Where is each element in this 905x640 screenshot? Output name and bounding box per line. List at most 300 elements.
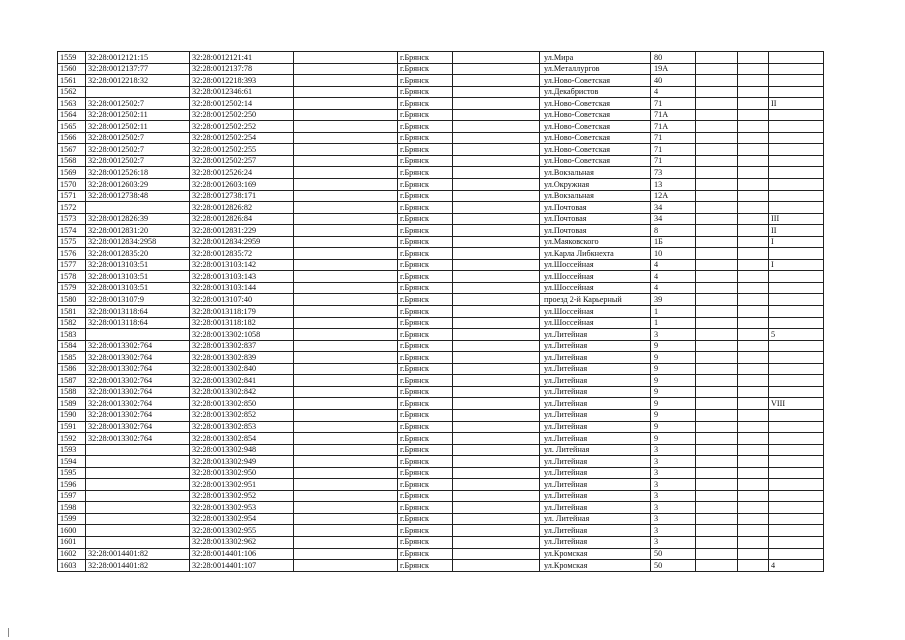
object-number-cell: 32:28:0012137:78 [190, 63, 294, 75]
house-cell: 9 [651, 375, 696, 387]
row-number-cell: 1561 [58, 75, 86, 87]
row-number-cell: 1593 [58, 444, 86, 456]
house-cell: 9 [651, 352, 696, 364]
building-cell [696, 490, 738, 502]
object-number-cell: 32:28:0012835:72 [190, 248, 294, 260]
object-number-cell: 32:28:0012831:229 [190, 225, 294, 237]
parcel-number-cell: 32:28:0012502:11 [86, 109, 190, 121]
flat-cell [738, 306, 769, 318]
object-number-cell: 32:28:0012502:254 [190, 132, 294, 144]
city-cell: г.Брянск [398, 75, 453, 87]
house-cell: 3 [651, 513, 696, 525]
object-number-cell: 32:28:0012526:24 [190, 167, 294, 179]
district-cell [453, 317, 540, 329]
row-number-cell: 1584 [58, 340, 86, 352]
note-cell [769, 75, 824, 87]
table-row [58, 375, 824, 387]
note-cell [769, 63, 824, 75]
house-cell: 4 [651, 259, 696, 271]
object-number-cell: 32:28:0013107:40 [190, 294, 294, 306]
row-number-cell: 1596 [58, 479, 86, 491]
object-number-cell: 32:28:0013302:850 [190, 398, 294, 410]
building-cell [696, 271, 738, 283]
house-cell: 9 [651, 433, 696, 445]
house-cell: 19А [651, 63, 696, 75]
building-cell [696, 144, 738, 156]
registry-table [57, 51, 824, 572]
flat-cell [738, 467, 769, 479]
district-cell [453, 179, 540, 191]
table-row [58, 456, 824, 468]
row-number-cell: 1601 [58, 536, 86, 548]
street-cell: ул.Литейная [540, 352, 651, 364]
district-cell [453, 340, 540, 352]
house-cell: 3 [651, 525, 696, 537]
row-number-cell: 1579 [58, 282, 86, 294]
row-number-cell: 1577 [58, 259, 86, 271]
flat-cell [738, 317, 769, 329]
parcel-number-cell: 32:28:0012826:39 [86, 213, 190, 225]
parcel-number-cell: 32:28:0012502:7 [86, 132, 190, 144]
object-number-cell: 32:28:0012738:171 [190, 190, 294, 202]
table-row [58, 306, 824, 318]
district-cell [453, 536, 540, 548]
extra-number-cell [294, 560, 398, 572]
extra-number-cell [294, 121, 398, 133]
row-number-cell: 1569 [58, 167, 86, 179]
row-number-cell: 1599 [58, 513, 86, 525]
building-cell [696, 294, 738, 306]
object-number-cell: 32:28:0012826:82 [190, 202, 294, 214]
district-cell [453, 271, 540, 283]
district-cell [453, 190, 540, 202]
city-cell: г.Брянск [398, 398, 453, 410]
street-cell: ул.Карла Либкнехта [540, 248, 651, 260]
row-number-cell: 1559 [58, 52, 86, 64]
city-cell: г.Брянск [398, 513, 453, 525]
extra-number-cell [294, 467, 398, 479]
parcel-number-cell: 32:28:0012502:11 [86, 121, 190, 133]
note-cell [769, 513, 824, 525]
city-cell: г.Брянск [398, 167, 453, 179]
house-cell: 40 [651, 75, 696, 87]
building-cell [696, 525, 738, 537]
parcel-number-cell: 32:28:0012834:2958 [86, 236, 190, 248]
building-cell [696, 213, 738, 225]
parcel-number-cell: 32:28:0013302:764 [86, 386, 190, 398]
flat-cell [738, 479, 769, 491]
object-number-cell: 32:28:0014401:107 [190, 560, 294, 572]
note-cell [769, 109, 824, 121]
table-row [58, 259, 824, 271]
building-cell [696, 352, 738, 364]
note-cell [769, 444, 824, 456]
district-cell [453, 513, 540, 525]
object-number-cell: 32:28:0013103:143 [190, 271, 294, 283]
building-cell [696, 63, 738, 75]
flat-cell [738, 109, 769, 121]
house-cell: 3 [651, 479, 696, 491]
row-number-cell: 1589 [58, 398, 86, 410]
table-row [58, 202, 824, 214]
note-cell [769, 536, 824, 548]
building-cell [696, 306, 738, 318]
city-cell: г.Брянск [398, 236, 453, 248]
street-cell: ул.Вокзальная [540, 167, 651, 179]
note-cell [769, 467, 824, 479]
district-cell [453, 306, 540, 318]
flat-cell [738, 179, 769, 191]
row-number-cell: 1588 [58, 386, 86, 398]
extra-number-cell [294, 433, 398, 445]
object-number-cell: 32:28:0013302:842 [190, 386, 294, 398]
house-cell: 50 [651, 560, 696, 572]
extra-number-cell [294, 490, 398, 502]
building-cell [696, 421, 738, 433]
house-cell: 1Б [651, 236, 696, 248]
flat-cell [738, 386, 769, 398]
building-cell [696, 398, 738, 410]
row-number-cell: 1581 [58, 306, 86, 318]
extra-number-cell [294, 513, 398, 525]
district-cell [453, 490, 540, 502]
table-row [58, 282, 824, 294]
parcel-number-cell [86, 490, 190, 502]
street-cell: ул.Маяковского [540, 236, 651, 248]
parcel-number-cell: 32:28:0012502:7 [86, 98, 190, 110]
object-number-cell: 32:28:0012502:14 [190, 98, 294, 110]
house-cell: 4 [651, 86, 696, 98]
district-cell [453, 525, 540, 537]
note-cell: II [769, 225, 824, 237]
building-cell [696, 121, 738, 133]
object-number-cell: 32:28:0013302:852 [190, 409, 294, 421]
flat-cell [738, 456, 769, 468]
table-row [58, 409, 824, 421]
house-cell: 4 [651, 271, 696, 283]
city-cell: г.Брянск [398, 144, 453, 156]
district-cell [453, 329, 540, 341]
flat-cell [738, 375, 769, 387]
flat-cell [738, 282, 769, 294]
city-cell: г.Брянск [398, 213, 453, 225]
flat-cell [738, 75, 769, 87]
note-cell [769, 433, 824, 445]
street-cell: ул.Вокзальная [540, 190, 651, 202]
note-cell [769, 144, 824, 156]
house-cell: 13 [651, 179, 696, 191]
row-number-cell: 1575 [58, 236, 86, 248]
note-cell: II [769, 98, 824, 110]
street-cell: ул.Литейная [540, 340, 651, 352]
table-row [58, 548, 824, 560]
object-number-cell: 32:28:0013302:853 [190, 421, 294, 433]
note-cell [769, 375, 824, 387]
building-cell [696, 167, 738, 179]
extra-number-cell [294, 248, 398, 260]
table-row [58, 421, 824, 433]
object-number-cell: 32:28:0013302:948 [190, 444, 294, 456]
flat-cell [738, 155, 769, 167]
building-cell [696, 202, 738, 214]
object-number-cell: 32:28:0013302:962 [190, 536, 294, 548]
table-row [58, 63, 824, 75]
district-cell [453, 456, 540, 468]
street-cell: ул.Ново-Советская [540, 121, 651, 133]
district-cell [453, 213, 540, 225]
street-cell: ул.Шоссейная [540, 271, 651, 283]
district-cell [453, 352, 540, 364]
row-number-cell: 1594 [58, 456, 86, 468]
extra-number-cell [294, 456, 398, 468]
table-row [58, 352, 824, 364]
parcel-number-cell: 32:28:0013302:764 [86, 340, 190, 352]
note-cell [769, 179, 824, 191]
house-cell: 3 [651, 467, 696, 479]
row-number-cell: 1597 [58, 490, 86, 502]
table-row [58, 317, 824, 329]
house-cell: 3 [651, 444, 696, 456]
building-cell [696, 109, 738, 121]
district-cell [453, 248, 540, 260]
note-cell [769, 167, 824, 179]
flat-cell [738, 409, 769, 421]
parcel-number-cell [86, 86, 190, 98]
object-number-cell: 32:28:0012826:84 [190, 213, 294, 225]
object-number-cell: 32:28:0013302:949 [190, 456, 294, 468]
house-cell: 71 [651, 98, 696, 110]
row-number-cell: 1563 [58, 98, 86, 110]
house-cell: 34 [651, 213, 696, 225]
object-number-cell: 32:28:0013302:954 [190, 513, 294, 525]
flat-cell [738, 560, 769, 572]
parcel-number-cell [86, 444, 190, 456]
district-cell [453, 294, 540, 306]
building-cell [696, 560, 738, 572]
district-cell [453, 167, 540, 179]
street-cell: ул. Литейная [540, 513, 651, 525]
row-number-cell: 1590 [58, 409, 86, 421]
note-cell [769, 271, 824, 283]
district-cell [453, 560, 540, 572]
city-cell: г.Брянск [398, 282, 453, 294]
registry-table-body [58, 52, 824, 572]
street-cell: ул.Литейная [540, 363, 651, 375]
flat-cell [738, 132, 769, 144]
building-cell [696, 132, 738, 144]
parcel-number-cell: 32:28:0013302:764 [86, 421, 190, 433]
building-cell [696, 386, 738, 398]
object-number-cell: 32:28:0013302:952 [190, 490, 294, 502]
note-cell [769, 155, 824, 167]
note-cell [769, 525, 824, 537]
city-cell: г.Брянск [398, 490, 453, 502]
flat-cell [738, 52, 769, 64]
parcel-number-cell [86, 456, 190, 468]
district-cell [453, 52, 540, 64]
row-number-cell: 1574 [58, 225, 86, 237]
object-number-cell: 32:28:0012834:2959 [190, 236, 294, 248]
extra-number-cell [294, 98, 398, 110]
building-cell [696, 456, 738, 468]
house-cell: 3 [651, 329, 696, 341]
flat-cell [738, 86, 769, 98]
district-cell [453, 155, 540, 167]
table-row [58, 190, 824, 202]
district-cell [453, 479, 540, 491]
object-number-cell: 32:28:0013302:950 [190, 467, 294, 479]
extra-number-cell [294, 144, 398, 156]
parcel-number-cell: 32:28:0013103:51 [86, 282, 190, 294]
house-cell: 1 [651, 306, 696, 318]
city-cell: г.Брянск [398, 179, 453, 191]
street-cell: ул.Декабристов [540, 86, 651, 98]
building-cell [696, 282, 738, 294]
house-cell: 10 [651, 248, 696, 260]
table-row [58, 444, 824, 456]
flat-cell [738, 248, 769, 260]
house-cell: 73 [651, 167, 696, 179]
note-cell: 4 [769, 560, 824, 572]
building-cell [696, 548, 738, 560]
extra-number-cell [294, 132, 398, 144]
house-cell: 71 [651, 132, 696, 144]
building-cell [696, 86, 738, 98]
object-number-cell: 32:28:0013118:179 [190, 306, 294, 318]
parcel-number-cell [86, 525, 190, 537]
note-cell [769, 386, 824, 398]
parcel-number-cell: 32:28:0013103:51 [86, 271, 190, 283]
district-cell [453, 398, 540, 410]
street-cell: ул.Литейная [540, 502, 651, 514]
extra-number-cell [294, 386, 398, 398]
row-number-cell: 1562 [58, 86, 86, 98]
object-number-cell: 32:28:0012346:61 [190, 86, 294, 98]
city-cell: г.Брянск [398, 225, 453, 237]
object-number-cell: 32:28:0013302:839 [190, 352, 294, 364]
table-row [58, 560, 824, 572]
note-cell [769, 121, 824, 133]
parcel-number-cell: 32:28:0013302:764 [86, 375, 190, 387]
note-cell [769, 52, 824, 64]
parcel-number-cell: 32:28:0013302:764 [86, 352, 190, 364]
parcel-number-cell [86, 479, 190, 491]
extra-number-cell [294, 75, 398, 87]
extra-number-cell [294, 306, 398, 318]
city-cell: г.Брянск [398, 271, 453, 283]
city-cell: г.Брянск [398, 190, 453, 202]
table-row [58, 467, 824, 479]
parcel-number-cell: 32:28:0014401:82 [86, 560, 190, 572]
table-row [58, 225, 824, 237]
extra-number-cell [294, 52, 398, 64]
parcel-number-cell [86, 467, 190, 479]
flat-cell [738, 236, 769, 248]
house-cell: 71А [651, 109, 696, 121]
building-cell [696, 467, 738, 479]
flat-cell [738, 433, 769, 445]
house-cell: 34 [651, 202, 696, 214]
row-number-cell: 1566 [58, 132, 86, 144]
street-cell: ул.Литейная [540, 525, 651, 537]
city-cell: г.Брянск [398, 433, 453, 445]
table-row [58, 386, 824, 398]
district-cell [453, 282, 540, 294]
district-cell [453, 548, 540, 560]
row-number-cell: 1560 [58, 63, 86, 75]
flat-cell [738, 259, 769, 271]
extra-number-cell [294, 363, 398, 375]
house-cell: 3 [651, 536, 696, 548]
flat-cell [738, 502, 769, 514]
table-row [58, 179, 824, 191]
extra-number-cell [294, 398, 398, 410]
house-cell: 12А [651, 190, 696, 202]
district-cell [453, 363, 540, 375]
row-number-cell: 1595 [58, 467, 86, 479]
row-number-cell: 1571 [58, 190, 86, 202]
flat-cell [738, 352, 769, 364]
extra-number-cell [294, 236, 398, 248]
district-cell [453, 236, 540, 248]
extra-number-cell [294, 202, 398, 214]
note-cell: VIII [769, 398, 824, 410]
table-row [58, 248, 824, 260]
parcel-number-cell [86, 329, 190, 341]
flat-cell [738, 490, 769, 502]
house-cell: 1 [651, 317, 696, 329]
city-cell: г.Брянск [398, 536, 453, 548]
parcel-number-cell: 32:28:0013107:9 [86, 294, 190, 306]
parcel-number-cell [86, 513, 190, 525]
parcel-number-cell: 32:28:0012526:18 [86, 167, 190, 179]
extra-number-cell [294, 155, 398, 167]
flat-cell [738, 225, 769, 237]
row-number-cell: 1564 [58, 109, 86, 121]
street-cell: ул.Кромская [540, 560, 651, 572]
object-number-cell: 32:28:0012502:250 [190, 109, 294, 121]
district-cell [453, 259, 540, 271]
extra-number-cell [294, 179, 398, 191]
parcel-number-cell: 32:28:0012603:29 [86, 179, 190, 191]
parcel-number-cell: 32:28:0012831:20 [86, 225, 190, 237]
city-cell: г.Брянск [398, 52, 453, 64]
table-row [58, 271, 824, 283]
building-cell [696, 444, 738, 456]
street-cell: ул.Почтовая [540, 202, 651, 214]
city-cell: г.Брянск [398, 467, 453, 479]
building-cell [696, 536, 738, 548]
street-cell: ул.Литейная [540, 386, 651, 398]
street-cell: ул.Шоссейная [540, 317, 651, 329]
district-cell [453, 202, 540, 214]
flat-cell [738, 190, 769, 202]
table-row [58, 294, 824, 306]
street-cell: ул.Шоссейная [540, 306, 651, 318]
building-cell [696, 513, 738, 525]
row-number-cell: 1565 [58, 121, 86, 133]
table-row [58, 132, 824, 144]
street-cell: ул.Литейная [540, 409, 651, 421]
note-cell [769, 190, 824, 202]
street-cell: ул.Литейная [540, 490, 651, 502]
city-cell: г.Брянск [398, 63, 453, 75]
note-cell: III [769, 213, 824, 225]
row-number-cell: 1591 [58, 421, 86, 433]
city-cell: г.Брянск [398, 479, 453, 491]
street-cell: ул.Литейная [540, 433, 651, 445]
extra-number-cell [294, 167, 398, 179]
